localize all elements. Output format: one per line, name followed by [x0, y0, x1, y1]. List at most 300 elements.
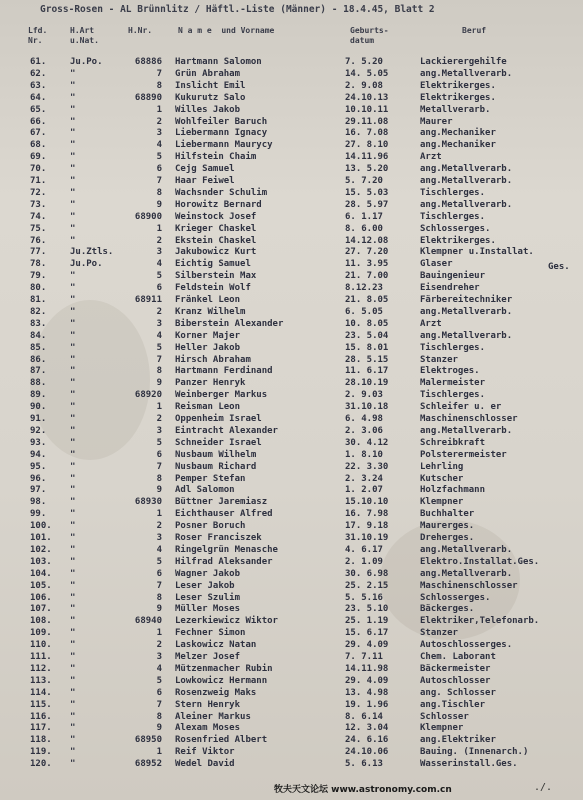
cell-mark: ": [70, 414, 76, 424]
cell-hnr: 68890: [134, 92, 162, 103]
cell-name: Roser Franciszek: [175, 533, 262, 543]
cell-name: Melzer Josef: [175, 652, 241, 662]
cell-nr: 114.: [30, 687, 52, 698]
cell-nr: 102.: [30, 544, 52, 555]
table-row: [0, 712, 583, 724]
cell-name: Kranz Wilhelm: [175, 306, 246, 317]
cell-name: Ringelgrün Menasche: [175, 544, 278, 555]
cell-job: Bäckerges.: [420, 604, 475, 615]
cell-name: Lowkowicz Hermann: [175, 675, 268, 686]
table-row: [0, 307, 583, 319]
cell-mark: ": [70, 80, 76, 91]
cell-hnr: 5: [156, 556, 162, 567]
cell-hnr: 1: [156, 402, 162, 413]
cell-mark: ": [70, 521, 76, 532]
cell-hnr: 3: [156, 425, 162, 436]
table-row: [0, 188, 583, 200]
cell-name: Fränkel Leon: [175, 295, 241, 305]
cell-date: 22. 3.30: [345, 461, 389, 472]
cell-nr: 90.: [30, 402, 47, 413]
table-row: [0, 93, 583, 105]
cell-mark: ": [70, 509, 76, 520]
cell-date: 14.11.96: [345, 152, 389, 163]
cell-mark: ": [70, 223, 76, 234]
cell-hnr: 9: [156, 199, 162, 210]
table-row: [0, 759, 583, 771]
cell-job: Maschinenschlosser: [420, 580, 518, 591]
cell-hnr: 3: [156, 652, 162, 662]
cell-mark: ": [70, 663, 76, 674]
cell-hnr: 1: [156, 223, 162, 234]
cell-nr: 71.: [30, 176, 47, 186]
cell-mark: ": [70, 128, 76, 139]
cell-date: 6. 5.05: [345, 306, 383, 317]
table-row: [0, 69, 583, 81]
cell-hnr: 4: [156, 663, 162, 674]
table-row: [0, 366, 583, 378]
watermark-footer: 牧夫天文论坛 www.astronomy.com.cn: [274, 785, 452, 795]
cell-date: 25. 2.15: [345, 580, 389, 591]
cell-nr: 94.: [30, 449, 47, 460]
cell-date: 2. 1.09: [345, 556, 383, 567]
cell-name: Horowitz Bernard: [175, 199, 262, 210]
table-row: [0, 676, 583, 688]
cell-nr: 62.: [30, 68, 47, 79]
cell-hnr: 8: [156, 187, 162, 198]
cell-name: Haar Feiwel: [175, 176, 235, 186]
table-row: [0, 616, 583, 628]
cell-date: 4. 6.17: [345, 544, 383, 555]
table-row: [0, 640, 583, 652]
cell-job: Wasserinstall.Ges.: [420, 759, 518, 770]
cell-date: 13. 5.20: [345, 164, 389, 175]
cell-date: 14. 5.05: [345, 68, 389, 79]
table-row: [0, 259, 583, 271]
cell-mark: ": [70, 556, 76, 567]
cell-date: 2. 3.06: [345, 425, 383, 436]
cell-hnr: 68920: [134, 390, 162, 401]
cell-nr: 101.: [30, 533, 52, 543]
cell-job: Schlosserges.: [420, 592, 491, 603]
cell-nr: 85.: [30, 342, 47, 353]
cell-hnr: 7: [156, 580, 162, 591]
cell-job: Schleifer u. er: [420, 402, 502, 413]
table-row: [0, 628, 583, 640]
cell-mark: ": [70, 747, 76, 758]
cell-date: 30. 6.98: [345, 568, 389, 579]
cell-name: Nusbaum Richard: [175, 461, 257, 472]
cell-date: 8. 6.14: [345, 711, 383, 722]
table-row: [0, 700, 583, 712]
cell-mark: ": [70, 295, 76, 305]
cell-job: Holzfachmann: [420, 485, 486, 496]
cell-nr: 63.: [30, 80, 47, 91]
table-row: [0, 295, 583, 307]
cell-hnr: 2: [156, 414, 162, 424]
cell-name: Willes Jakob: [175, 104, 241, 115]
cell-mark: ": [70, 699, 76, 710]
table-row: [0, 533, 583, 545]
cell-date: 24.10.06: [345, 747, 389, 758]
cell-name: Feldstein Wolf: [175, 283, 251, 294]
cell-job: Metallverarb.: [420, 104, 491, 115]
cell-hnr: 3: [156, 128, 162, 139]
cell-job: Maurer: [420, 116, 453, 127]
cell-nr: 106.: [30, 592, 52, 603]
cell-mark: ": [70, 604, 76, 615]
cell-mark: ": [70, 497, 76, 508]
cell-job: ang.Metallverarb.: [420, 176, 513, 186]
cell-nr: 66.: [30, 116, 47, 127]
cell-job: Färbereitechniker: [420, 295, 513, 305]
cell-hnr: 2: [156, 116, 162, 127]
cell-nr: 81.: [30, 295, 47, 305]
cell-name: Laskowicz Natan: [175, 640, 257, 651]
cell-job: Elektrikerges.: [420, 92, 496, 103]
cell-mark: ": [70, 687, 76, 698]
cell-nr: 119.: [30, 747, 52, 758]
cell-mark: ": [70, 485, 76, 496]
cell-name: Lezerkiewicz Wiktor: [175, 616, 278, 627]
cell-job: Arzt: [420, 152, 442, 163]
cell-date: 15.10.10: [345, 497, 389, 508]
cell-job: Tischlerges.: [420, 390, 486, 401]
cell-hnr: 4: [156, 330, 162, 341]
cell-date: 25. 1.19: [345, 616, 389, 627]
cell-nr: 67.: [30, 128, 47, 139]
cell-hnr: 6: [156, 687, 162, 698]
cell-mark: ": [70, 211, 76, 222]
cell-nr: 64.: [30, 92, 47, 103]
cell-date: 16. 7.98: [345, 509, 389, 520]
cell-mark: ": [70, 461, 76, 472]
cell-hnr: 68952: [134, 759, 162, 770]
cell-name: Schneider Israel: [175, 437, 262, 448]
table-row: [0, 485, 583, 497]
cell-name: Silberstein Max: [175, 271, 257, 282]
cell-name: Liebermann Ignacy: [175, 128, 268, 139]
cell-hnr: 5: [156, 342, 162, 353]
cell-job: Bauing. (Innenarch.): [420, 747, 529, 758]
cell-job: ang.Metallverarb.: [420, 544, 513, 555]
cell-job: Klempner: [420, 723, 464, 734]
cell-date: 15. 6.17: [345, 628, 389, 639]
cell-name: Ekstein Chaskel: [175, 235, 257, 246]
cell-job: ang.Elektriker: [420, 735, 496, 746]
column-header-job: Beruf: [462, 26, 487, 35]
cell-hnr: 3: [156, 247, 162, 258]
cell-name: Aleiner Markus: [175, 711, 251, 722]
cell-date: 6. 4.98: [345, 414, 383, 424]
cell-date: 27. 7.20: [345, 247, 389, 258]
cell-mark: ": [70, 652, 76, 662]
cell-date: 31.10.19: [345, 533, 389, 543]
table-row: [0, 164, 583, 176]
table-row: [0, 747, 583, 759]
cell-hnr: 5: [156, 675, 162, 686]
table-row: [0, 176, 583, 188]
cell-nr: 77.: [30, 247, 47, 258]
cell-nr: 99.: [30, 509, 47, 520]
cell-job: Kutscher: [420, 473, 464, 484]
cell-mark: ": [70, 592, 76, 603]
table-row: [0, 402, 583, 414]
cell-nr: 82.: [30, 306, 47, 317]
cell-mark: ": [70, 187, 76, 198]
cell-hnr: 8: [156, 711, 162, 722]
cell-nr: 104.: [30, 568, 52, 579]
cell-hnr: 9: [156, 723, 162, 734]
cell-hnr: 2: [156, 235, 162, 246]
cell-date: 31.10.18: [345, 402, 389, 413]
cell-mark: ": [70, 176, 76, 186]
cell-job: ang.Tischler: [420, 699, 486, 710]
cell-nr: 68.: [30, 140, 47, 151]
cell-mark: ": [70, 425, 76, 436]
table-row: [0, 450, 583, 462]
cell-mark: ": [70, 568, 76, 579]
cell-hnr: 4: [156, 140, 162, 151]
table-row: [0, 105, 583, 117]
cell-name: Liebermann Maurycy: [175, 140, 273, 151]
table-row: [0, 57, 583, 69]
cell-nr: 80.: [30, 283, 47, 294]
cell-job: Schlosser: [420, 711, 469, 722]
cell-nr: 76.: [30, 235, 47, 246]
column-header-nr: Lfd. Nr.: [28, 26, 48, 45]
cell-nr: 89.: [30, 390, 47, 401]
cell-hnr: 6: [156, 449, 162, 460]
cell-nr: 91.: [30, 414, 47, 424]
cell-hnr: 4: [156, 259, 162, 270]
cell-job: Elektriker,Telefonarb.: [420, 616, 540, 627]
cell-nr: 61.: [30, 57, 47, 67]
cell-name: Nusbaum Wilhelm: [175, 449, 257, 460]
column-header-name: N a m e und Vorname: [178, 26, 275, 35]
cell-name: Jakubowicz Kurt: [175, 247, 257, 258]
cell-name: Heller Jakob: [175, 342, 241, 353]
table-row: [0, 247, 583, 259]
cell-hnr: 7: [156, 176, 162, 186]
cell-name: Alexam Moses: [175, 723, 241, 734]
table-row: [0, 212, 583, 224]
cell-name: Biberstein Alexander: [175, 318, 284, 329]
cell-nr: 65.: [30, 104, 47, 115]
cell-nr: 103.: [30, 556, 52, 567]
table-row: [0, 521, 583, 533]
cell-date: 29. 4.09: [345, 640, 389, 651]
cell-name: Hartmann Salomon: [175, 57, 262, 67]
table-row: [0, 462, 583, 474]
cell-name: Leser Szulim: [175, 592, 241, 603]
cell-mark: ": [70, 628, 76, 639]
cell-name: Inslicht Emil: [175, 80, 246, 91]
table-row: [0, 319, 583, 331]
cell-name: Hartmann Ferdinand: [175, 366, 273, 377]
cell-mark: ": [70, 271, 76, 282]
cell-name: Leser Jakob: [175, 580, 235, 591]
cell-mark: ": [70, 235, 76, 246]
cell-nr: 115.: [30, 699, 52, 710]
cell-date: 24.10.13: [345, 92, 389, 103]
cell-date: 28.10.19: [345, 378, 389, 389]
cell-mark: ": [70, 675, 76, 686]
cell-date: 30. 4.12: [345, 437, 389, 448]
cell-job: Dreherges.: [420, 533, 475, 543]
cell-mark: ": [70, 116, 76, 127]
cell-job: Glaser: [420, 259, 453, 270]
cell-hnr: 1: [156, 104, 162, 115]
cell-hnr: 4: [156, 544, 162, 555]
cell-name: Wedel David: [175, 759, 235, 770]
cell-date: 23. 5.04: [345, 330, 389, 341]
table-row: [0, 283, 583, 295]
cell-date: 7. 7.11: [345, 652, 383, 662]
cell-date: 11. 6.17: [345, 366, 389, 377]
cell-job: Klempner: [420, 497, 464, 508]
cell-name: Oppenheim Israel: [175, 414, 262, 424]
cell-job: Stanzer: [420, 628, 458, 639]
cell-job: Tischlerges.: [420, 187, 486, 198]
cell-job: ang.Metallverarb.: [420, 306, 513, 317]
column-header-mark: H.Art u.Nat.: [70, 26, 99, 45]
table-row: [0, 688, 583, 700]
cell-hnr: 1: [156, 509, 162, 520]
cell-job: Eisendreher: [420, 283, 480, 294]
table-row: [0, 581, 583, 593]
cell-job: Polsterermeister: [420, 449, 507, 460]
cell-job: ang. Schlosser: [420, 687, 496, 698]
cell-job: Lackierergehilfe: [420, 57, 507, 67]
cell-nr: 111.: [30, 652, 52, 662]
cell-hnr: 5: [156, 271, 162, 282]
cell-nr: 73.: [30, 199, 47, 210]
table-row: [0, 664, 583, 676]
cell-name: Krieger Chaskel: [175, 223, 257, 234]
cell-nr: 113.: [30, 675, 52, 686]
cell-mark: ": [70, 199, 76, 210]
cell-name: Hirsch Abraham: [175, 354, 251, 365]
cell-mark: ": [70, 640, 76, 651]
cell-date: 2. 9.03: [345, 390, 383, 401]
cell-hnr: 68950: [134, 735, 162, 746]
cell-date: 24. 6.16: [345, 735, 389, 746]
cell-mark: ": [70, 140, 76, 151]
cell-job: ang.Metallverarb.: [420, 164, 513, 175]
cell-date: 14.11.98: [345, 663, 389, 674]
cell-name: Wagner Jakob: [175, 568, 241, 579]
cell-job: Lehrling: [420, 461, 464, 472]
margin-note: Ges.: [548, 262, 570, 272]
cell-nr: 83.: [30, 318, 47, 329]
cell-date: 1. 2.07: [345, 485, 383, 496]
cell-date: 28. 5.97: [345, 199, 389, 210]
cell-mark: ": [70, 306, 76, 317]
cell-job: Autoschlosser: [420, 675, 491, 686]
cell-date: 17. 9.18: [345, 521, 389, 532]
cell-mark: ": [70, 92, 76, 103]
cell-hnr: 8: [156, 80, 162, 91]
table-row: [0, 557, 583, 569]
cell-mark: Ju.Po.: [70, 57, 103, 67]
cell-name: Wachsnder Schulim: [175, 187, 268, 198]
cell-job: Maurerges.: [420, 521, 475, 532]
table-row: [0, 128, 583, 140]
cell-hnr: 68930: [134, 497, 162, 508]
cell-nr: 75.: [30, 223, 47, 234]
table-row: [0, 652, 583, 664]
cell-date: 8. 6.00: [345, 223, 383, 234]
cell-nr: 87.: [30, 366, 47, 377]
cell-name: Korner Majer: [175, 330, 241, 341]
table-row: [0, 545, 583, 557]
cell-hnr: 8: [156, 592, 162, 603]
cell-name: Wohlfeiler Baruch: [175, 116, 268, 127]
cell-hnr: 2: [156, 306, 162, 317]
cell-date: 10. 8.05: [345, 318, 389, 329]
cell-hnr: 3: [156, 318, 162, 329]
cell-mark: ": [70, 473, 76, 484]
cell-name: Panzer Henryk: [175, 378, 246, 389]
cell-mark: ": [70, 68, 76, 79]
cell-job: Schlosserges.: [420, 223, 491, 234]
cell-name: Weinstock Josef: [175, 211, 257, 222]
cell-nr: 78.: [30, 259, 47, 270]
cell-name: Cejg Samuel: [175, 164, 235, 175]
cell-mark: ": [70, 390, 76, 401]
cell-job: ang.Metallverarb.: [420, 330, 513, 341]
table-row: [0, 497, 583, 509]
table-row: [0, 593, 583, 605]
cell-nr: 116.: [30, 711, 52, 722]
cell-mark: ": [70, 354, 76, 365]
cell-mark: ": [70, 342, 76, 353]
cell-nr: 70.: [30, 164, 47, 175]
cell-mark: ": [70, 402, 76, 413]
cell-job: Chem. Laborant: [420, 652, 496, 662]
cell-nr: 97.: [30, 485, 47, 496]
cell-nr: 109.: [30, 628, 52, 639]
cell-hnr: 3: [156, 533, 162, 543]
cell-nr: 118.: [30, 735, 52, 746]
table-row: [0, 735, 583, 747]
cell-date: 8.12.23: [345, 283, 383, 294]
table-row: [0, 224, 583, 236]
cell-name: Grün Abraham: [175, 68, 241, 79]
cell-mark: ": [70, 283, 76, 294]
cell-date: 11. 3.95: [345, 259, 389, 270]
cell-nr: 93.: [30, 437, 47, 448]
cell-date: 21. 8.05: [345, 295, 389, 305]
cell-job: Elektroges.: [420, 366, 480, 377]
cell-nr: 105.: [30, 580, 52, 591]
cell-date: 10.10.11: [345, 104, 389, 115]
cell-name: Mützenmacher Rubin: [175, 663, 273, 674]
table-row: [0, 200, 583, 212]
cell-hnr: 6: [156, 568, 162, 579]
cell-date: 16. 7.08: [345, 128, 389, 139]
cell-date: 21. 7.00: [345, 271, 389, 282]
cell-hnr: 7: [156, 461, 162, 472]
cell-hnr: 8: [156, 473, 162, 484]
cell-name: Büttner Jaremiasz: [175, 497, 268, 508]
cell-mark: ": [70, 164, 76, 175]
cell-name: Hilfrad Aleksander: [175, 556, 273, 567]
cell-date: 5. 7.20: [345, 176, 383, 186]
cell-hnr: 9: [156, 604, 162, 615]
table-row: [0, 414, 583, 426]
table-row: [0, 723, 583, 735]
